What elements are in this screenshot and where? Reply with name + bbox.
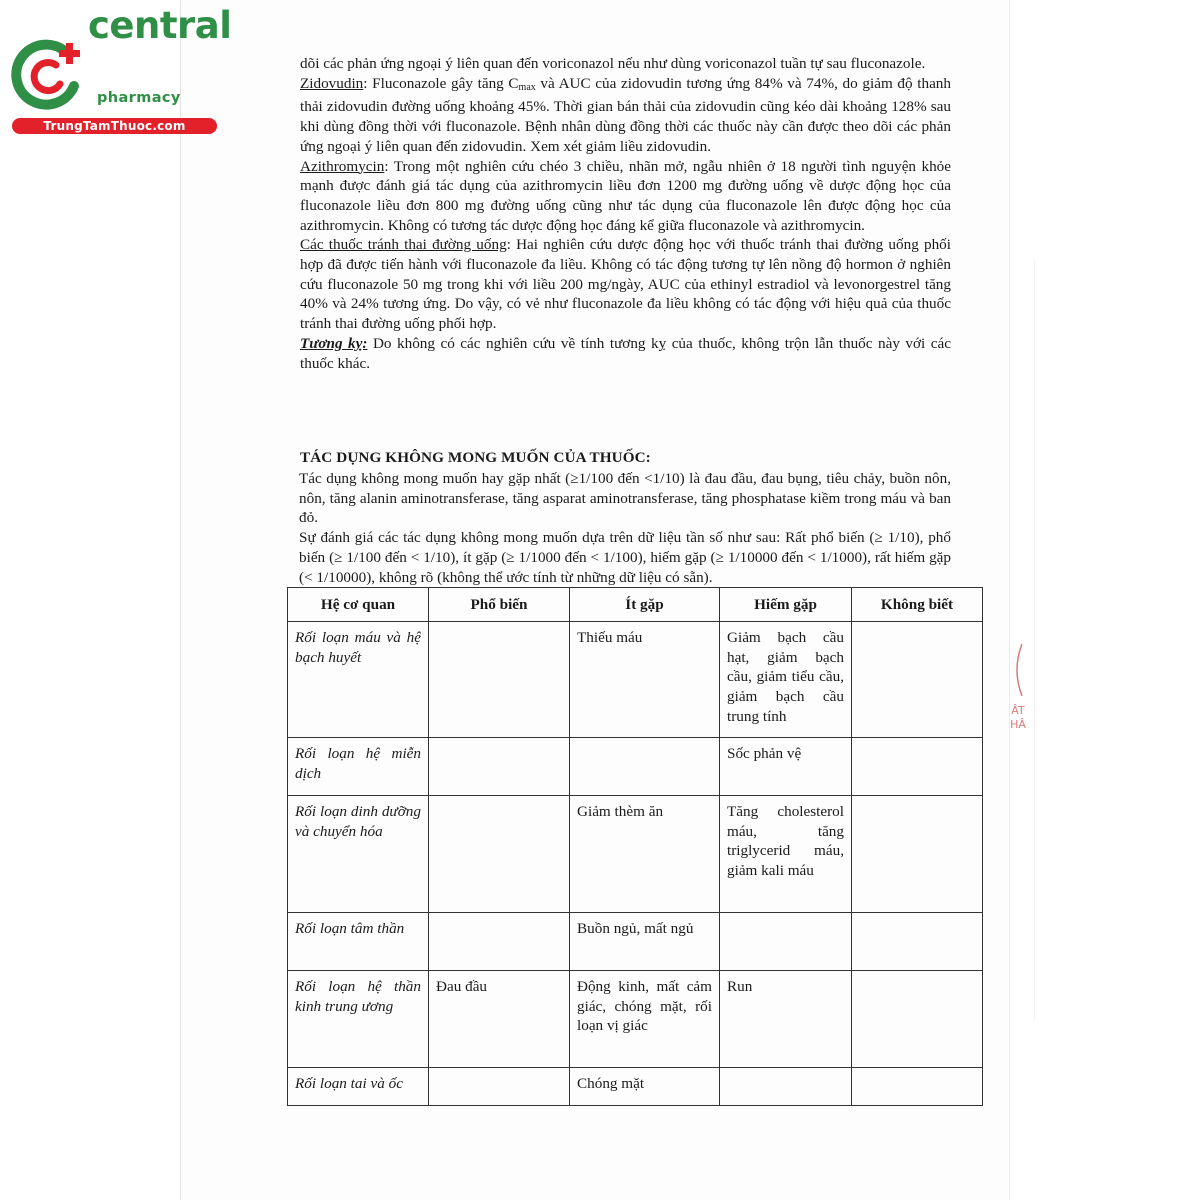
table-cell: Đau đầu xyxy=(429,971,570,1068)
adverse-effects-table xyxy=(287,587,983,1106)
table-cell: Run xyxy=(720,971,852,1068)
table-cell: Giảm bạch cầu hạt, giảm bạch cầu, giảm tiểu cầu, giảm bạch cầu trung tính xyxy=(720,622,852,738)
paragraph-incompatibility xyxy=(300,334,951,373)
table-cell: Sốc phản vệ xyxy=(720,738,852,796)
table-cell: Rối loạn máu và hệ bạch huyết xyxy=(288,622,429,738)
azithromycin-label: Azithromycin xyxy=(300,157,385,175)
table-cell xyxy=(570,738,720,796)
adverse-effects-intro xyxy=(299,469,951,587)
table-header-row xyxy=(288,588,983,622)
table-cell: Rối loạn tâm thần xyxy=(288,913,429,971)
table-cell xyxy=(429,1068,570,1106)
brand-subtitle: pharmacy xyxy=(97,90,181,106)
section-heading: TÁC DỤNG KHÔNG MONG MUỐN CỦA THUỐC: xyxy=(300,449,651,466)
zidovudin-text-b: và AUC của zidovudin tương ứng 84% và 74%, do giảm độ thanh thải zidovudin đường uống khoảng 45%. Thời gian bán thải của zidovudin cũng kéo dài khoảng 128% sau khi dùng đồng thời với fluconazole. Bệnh nhân dùng đồng thời các thuốc này cần được theo dõi các phản ứng ngoại ý liên quan đến zidovudin. Xem xét giảm liều zidovudin. xyxy=(300,74,951,155)
paragraph-zidovudin xyxy=(300,74,951,157)
table-cell: Rối loạn hệ thần kinh trung ương xyxy=(288,971,429,1068)
table-cell: Buồn ngủ, mất ngủ xyxy=(570,913,720,971)
table-row xyxy=(288,913,983,971)
table-cell xyxy=(852,622,983,738)
table-cell: Tăng cholesterol máu, tăng triglycerid máu, giảm kali máu xyxy=(720,796,852,913)
table-cell xyxy=(852,738,983,796)
table-cell: Rối loạn hệ miễn dịch xyxy=(288,738,429,796)
table-row xyxy=(288,738,983,796)
header-unknown: Không biết xyxy=(852,588,983,622)
interactions-text xyxy=(300,54,951,373)
red-stamp-fragment xyxy=(1008,640,1028,790)
central-pharmacy-logo[interactable] xyxy=(8,4,232,140)
table-cell: Chóng mặt xyxy=(570,1068,720,1106)
paragraph-voriconazol: dõi các phản ứng ngoại ý liên quan đến voriconazol nếu như dùng voriconazol tuần tự sau fluconazole. xyxy=(300,55,926,72)
frequency-definition-paragraph: Sự đánh giá các tác dụng không mong muốn dựa trên dữ liệu tần số như sau: Rất phổ biến (≥ 1/10), phổ biến (≥ 1/100 đến < 1/10), ít gặp (≥ 1/1000 đến < 1/100), hiếm gặp (≥ 1/10000 đến < 1/1000), rất hiếm gặp (< 1/10000), không rõ (không thể ước tính từ những dữ liệu có sẵn). xyxy=(299,529,951,586)
contraceptives-label: Các thuốc tránh thai đường uống xyxy=(300,236,507,254)
table-cell xyxy=(852,796,983,913)
table-cell xyxy=(429,796,570,913)
table-row xyxy=(288,1068,983,1106)
header-organ-system: Hệ cơ quan xyxy=(288,588,429,622)
table-cell: Giảm thèm ăn xyxy=(570,796,720,913)
azithromycin-text: : Trong một nghiên cứu chéo 3 chiều, nhãn mở, ngẫu nhiên ở 18 người tình nguyện khỏe mạnh được đánh giá tác dụng của azithromycin liều đơn 1200 mg đường uống về dược động học của fluconazole liều đơn 800 mg đường uống cũng như tác dụng của fluconazole lên được động học của azithromycin. Không có tương tác dược động học đáng kể giữa fluconazole và azithromycin. xyxy=(300,157,951,234)
brand-website[interactable]: TrungTamThuoc.com xyxy=(12,118,217,134)
table-cell xyxy=(852,913,983,971)
table-cell xyxy=(429,738,570,796)
table-cell xyxy=(429,913,570,971)
stamp-text: ÂT HÂ xyxy=(1010,704,1026,731)
contraceptives-text: : Hai nghiên cứu dược động học với thuốc tránh thai đường uống phối hợp đã được tiến hành với fluconazole đa liều. Không có tác động tương tự lên nồng độ hormon ở nghiên cứu fluconazole 50 mg trong khi với liều 200 mg/ngày, AUC của ethinyl estradiol và levonorgestrel tăng 40% và 24% tương ứng. Do vậy, có vẻ như fluconazole đa liều không có tác động với hiệu quả của thuốc tránh thai đường uống phối hợp. xyxy=(300,236,951,333)
incompatibility-label: Tương kỵ: xyxy=(300,334,368,352)
header-rare: Hiếm gặp xyxy=(720,588,852,622)
zidovudin-text-a: : Fluconazole gây tăng C xyxy=(363,74,519,92)
table-cell: Thiếu máu xyxy=(570,622,720,738)
page-edge-divider xyxy=(1034,260,1035,1020)
stamp-arc-icon xyxy=(1008,640,1028,700)
table-cell xyxy=(720,1068,852,1106)
header-uncommon: Ít gặp xyxy=(570,588,720,622)
incompatibility-text: Do không có các nghiên cứu về tính tương kỵ của thuốc, không trộn lẫn thuốc này với các thuốc khác. xyxy=(300,334,951,372)
table-cell: Động kinh, mất cảm giác, chóng mặt, rối loạn vị giác xyxy=(570,971,720,1068)
adverse-common-paragraph: Tác dụng không mong muốn hay gặp nhất (≥1/100 đến <1/10) là đau đầu, đau bụng, tiêu chảy, buồn nôn, nôn, tăng alanin aminotransferase, tăng asparat aminotransferase, tăng phosphatase kiềm trong máu và ban đỏ. xyxy=(299,470,951,527)
cmax-subscript: max xyxy=(518,81,536,93)
table-cell xyxy=(720,913,852,971)
paragraph-contraceptives xyxy=(300,235,951,334)
table-cell xyxy=(852,1068,983,1106)
paragraph-azithromycin xyxy=(300,157,951,236)
table-row xyxy=(288,796,983,913)
brand-name: central xyxy=(88,4,232,47)
table-cell xyxy=(852,971,983,1068)
table-cell xyxy=(429,622,570,738)
header-common: Phổ biến xyxy=(429,588,570,622)
table-cell: Rối loạn tai và ốc xyxy=(288,1068,429,1106)
pharmacy-cross-icon xyxy=(8,34,90,116)
table-row xyxy=(288,622,983,738)
table-cell: Rối loạn dinh dưỡng và chuyển hóa xyxy=(288,796,429,913)
table-row xyxy=(288,971,983,1068)
zidovudin-label: Zidovudin xyxy=(300,74,364,92)
